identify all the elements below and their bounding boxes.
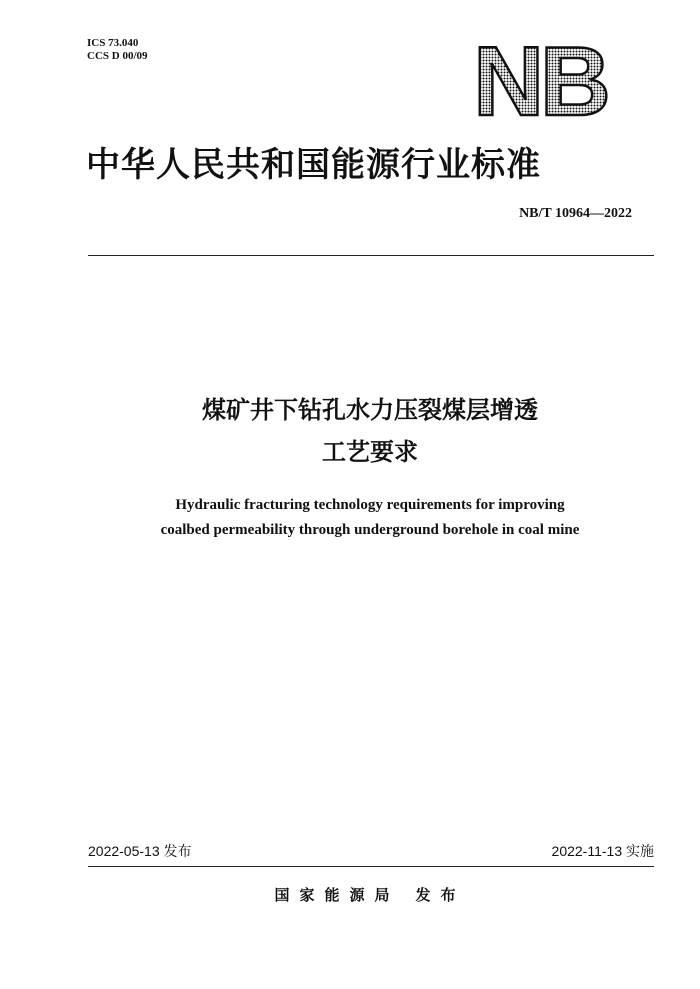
publish-date: 2022-05-13 发布	[88, 843, 192, 859]
title-zh-line2: 工艺要求	[322, 438, 418, 466]
bottom-divider	[88, 866, 654, 867]
document-title-zh	[0, 389, 700, 473]
document-title-en	[0, 493, 700, 543]
issuer-name: 国家能源局	[274, 886, 400, 904]
issuer-action: 发布	[415, 886, 466, 904]
date-row	[88, 841, 654, 861]
classification-codes	[87, 37, 148, 63]
effective-date: 2022-11-13 实施	[551, 843, 654, 859]
top-divider	[88, 255, 654, 256]
logo-text: NB	[473, 35, 607, 123]
title-en-line1: Hydraulic fracturing technology requirements for improving	[175, 497, 565, 513]
ccs-code: CCS D 00/09	[87, 50, 148, 62]
ics-code: ICS 73.040	[87, 37, 139, 49]
issuer-line	[0, 884, 700, 905]
standard-number: NB/T 10964—2022	[519, 206, 632, 221]
nb-logo	[470, 35, 610, 123]
standard-category-title: 中华人民共和国能源行业标准	[86, 145, 541, 185]
title-zh-line1: 煤矿井下钻孔水力压裂煤层增透	[202, 396, 538, 424]
title-en-line2: coalbed permeability through underground borehole in coal mine	[160, 522, 580, 538]
